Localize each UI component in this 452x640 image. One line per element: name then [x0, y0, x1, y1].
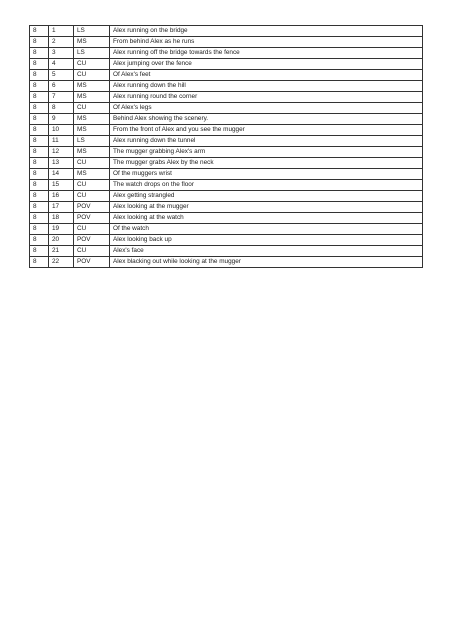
shot-type-cell: CU [74, 191, 110, 202]
shot-type-cell: POV [74, 235, 110, 246]
shot-description-cell: The watch drops on the floor [110, 180, 423, 191]
shot-type-cell: CU [74, 70, 110, 81]
shot-description-cell: Of the watch [110, 224, 423, 235]
shot-type-cell: CU [74, 158, 110, 169]
shot-description-cell: From the front of Alex and you see the mugger [110, 125, 423, 136]
shot-description-cell: Alex blacking out while looking at the mugger [110, 257, 423, 268]
scene-number-cell: 8 [30, 114, 49, 125]
table-row [30, 114, 423, 125]
shot-number-cell: 20 [49, 235, 74, 246]
shot-type-cell: MS [74, 81, 110, 92]
table-row [30, 191, 423, 202]
shot-description-cell: From behind Alex as he runs [110, 37, 423, 48]
shot-description-cell: Alex jumping over the fence [110, 59, 423, 70]
table-row [30, 37, 423, 48]
shot-description-cell: Alex running down the tunnel [110, 136, 423, 147]
shot-type-cell: MS [74, 114, 110, 125]
shot-description-cell: Alex running down the hill [110, 81, 423, 92]
table-row [30, 26, 423, 37]
shot-description-cell: Alex running on the bridge [110, 26, 423, 37]
scene-number-cell: 8 [30, 180, 49, 191]
shot-number-cell: 7 [49, 92, 74, 103]
scene-number-cell: 8 [30, 70, 49, 81]
shot-number-cell: 13 [49, 158, 74, 169]
shot-type-cell: CU [74, 59, 110, 70]
scene-number-cell: 8 [30, 147, 49, 158]
shot-description-cell: Alex's face [110, 246, 423, 257]
shot-number-cell: 3 [49, 48, 74, 59]
shot-type-cell: CU [74, 246, 110, 257]
scene-number-cell: 8 [30, 59, 49, 70]
shot-list-body [30, 26, 423, 268]
shot-number-cell: 17 [49, 202, 74, 213]
table-row [30, 92, 423, 103]
shot-number-cell: 4 [49, 59, 74, 70]
shot-type-cell: CU [74, 180, 110, 191]
table-row [30, 48, 423, 59]
scene-number-cell: 8 [30, 103, 49, 114]
shot-description-cell: Alex looking at the mugger [110, 202, 423, 213]
shot-type-cell: MS [74, 169, 110, 180]
scene-number-cell: 8 [30, 235, 49, 246]
shot-number-cell: 15 [49, 180, 74, 191]
shot-description-cell: Alex looking at the watch [110, 213, 423, 224]
shot-type-cell: CU [74, 103, 110, 114]
table-row [30, 246, 423, 257]
table-row [30, 103, 423, 114]
table-row [30, 257, 423, 268]
scene-number-cell: 8 [30, 26, 49, 37]
table-row [30, 213, 423, 224]
scene-number-cell: 8 [30, 246, 49, 257]
scene-number-cell: 8 [30, 213, 49, 224]
scene-number-cell: 8 [30, 202, 49, 213]
shot-description-cell: Alex getting strangled [110, 191, 423, 202]
shot-number-cell: 19 [49, 224, 74, 235]
shot-number-cell: 21 [49, 246, 74, 257]
shot-type-cell: POV [74, 257, 110, 268]
shot-number-cell: 9 [49, 114, 74, 125]
shot-description-cell: Of Alex's legs [110, 103, 423, 114]
shot-type-cell: LS [74, 48, 110, 59]
shot-type-cell: CU [74, 224, 110, 235]
shot-number-cell: 5 [49, 70, 74, 81]
scene-number-cell: 8 [30, 125, 49, 136]
table-row [30, 158, 423, 169]
shot-number-cell: 10 [49, 125, 74, 136]
table-row [30, 224, 423, 235]
shot-type-cell: LS [74, 136, 110, 147]
shot-number-cell: 11 [49, 136, 74, 147]
shot-number-cell: 1 [49, 26, 74, 37]
scene-number-cell: 8 [30, 169, 49, 180]
scene-number-cell: 8 [30, 37, 49, 48]
shot-description-cell: Alex running off the bridge towards the fence [110, 48, 423, 59]
shot-list-table [29, 25, 423, 268]
scene-number-cell: 8 [30, 224, 49, 235]
scene-number-cell: 8 [30, 92, 49, 103]
shot-type-cell: MS [74, 125, 110, 136]
table-row [30, 202, 423, 213]
shot-number-cell: 18 [49, 213, 74, 224]
shot-number-cell: 22 [49, 257, 74, 268]
shot-type-cell: MS [74, 147, 110, 158]
table-row [30, 70, 423, 81]
shot-number-cell: 8 [49, 103, 74, 114]
table-row [30, 147, 423, 158]
table-row [30, 81, 423, 92]
shot-description-cell: Alex looking back up [110, 235, 423, 246]
shot-number-cell: 2 [49, 37, 74, 48]
shot-type-cell: LS [74, 26, 110, 37]
scene-number-cell: 8 [30, 158, 49, 169]
shot-type-cell: MS [74, 92, 110, 103]
shot-type-cell: POV [74, 202, 110, 213]
scene-number-cell: 8 [30, 48, 49, 59]
shot-description-cell: Alex running round the corner [110, 92, 423, 103]
table-row [30, 180, 423, 191]
table-row [30, 136, 423, 147]
table-row [30, 59, 423, 70]
shot-description-cell: The mugger grabs Alex by the neck [110, 158, 423, 169]
table-row [30, 235, 423, 246]
table-row [30, 125, 423, 136]
scene-number-cell: 8 [30, 257, 49, 268]
shot-number-cell: 12 [49, 147, 74, 158]
scene-number-cell: 8 [30, 136, 49, 147]
shot-description-cell: Behind Alex showing the scenery. [110, 114, 423, 125]
shot-description-cell: Of Alex's feet [110, 70, 423, 81]
shot-number-cell: 14 [49, 169, 74, 180]
shot-description-cell: The mugger grabbing Alex's arm [110, 147, 423, 158]
shot-description-cell: Of the muggers wrist [110, 169, 423, 180]
shot-number-cell: 16 [49, 191, 74, 202]
scene-number-cell: 8 [30, 81, 49, 92]
shot-type-cell: POV [74, 213, 110, 224]
table-row [30, 169, 423, 180]
scene-number-cell: 8 [30, 191, 49, 202]
shot-type-cell: MS [74, 37, 110, 48]
shot-number-cell: 6 [49, 81, 74, 92]
